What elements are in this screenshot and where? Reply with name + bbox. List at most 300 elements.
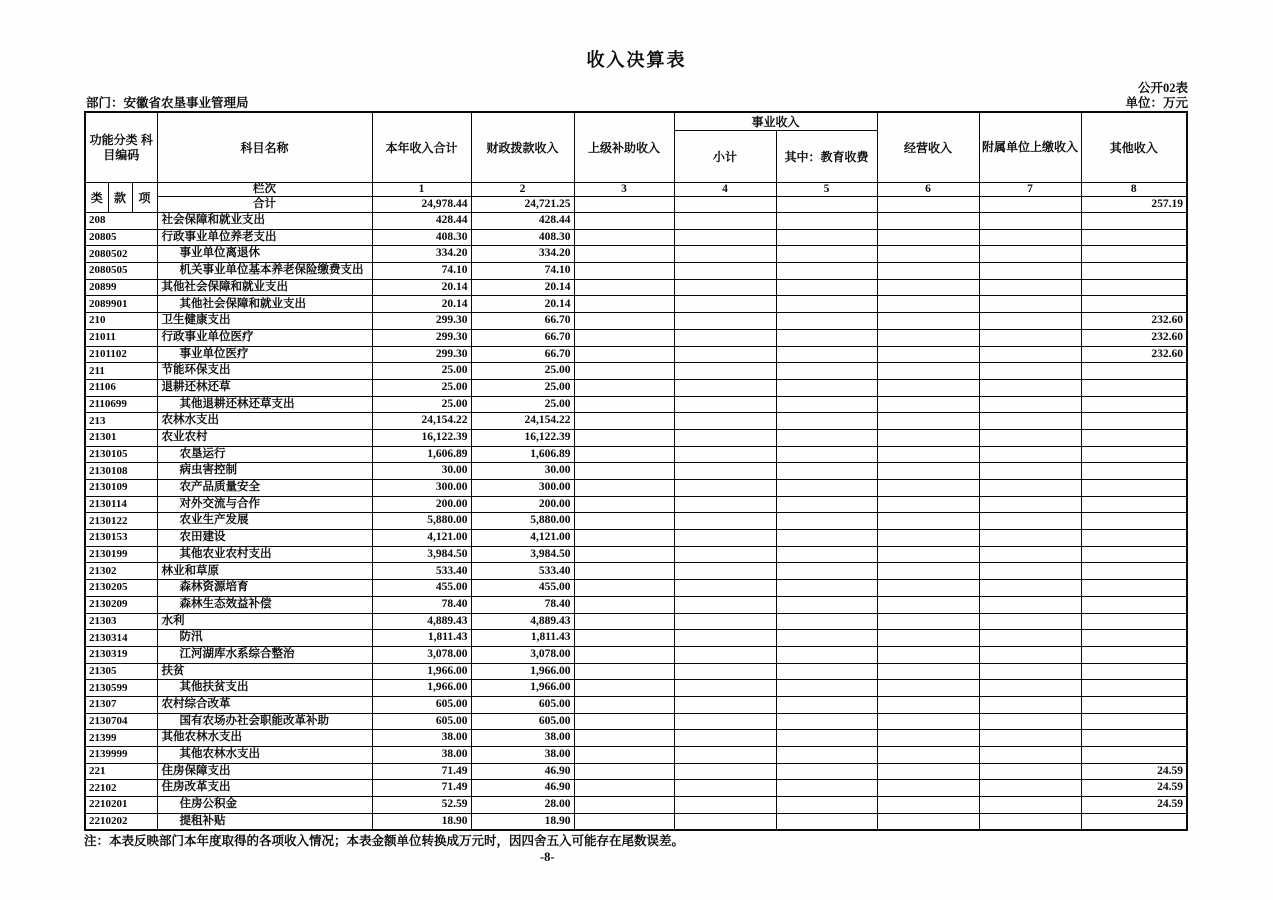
row-value-cell xyxy=(877,446,979,463)
row-value-cell xyxy=(1081,279,1187,296)
row-value-cell: 16,122.39 xyxy=(471,429,574,446)
row-code-cell: 2130114 xyxy=(85,496,157,513)
row-value-cell: 38.00 xyxy=(372,747,471,764)
row-value-cell xyxy=(877,646,979,663)
row-code-cell: 2130205 xyxy=(85,580,157,597)
header-col-fiscal: 财政拨款收入 xyxy=(471,112,574,183)
table-row xyxy=(85,613,1187,630)
row-value-cell xyxy=(776,630,877,647)
row-value-cell xyxy=(877,513,979,530)
row-value-cell xyxy=(776,396,877,413)
row-code-cell: 2130199 xyxy=(85,546,157,563)
row-value-cell: 25.00 xyxy=(471,363,574,380)
row-value-cell xyxy=(674,780,776,797)
table-row xyxy=(85,596,1187,613)
row-subject-cell: 农田建设 xyxy=(157,530,372,547)
table-row xyxy=(85,263,1187,280)
row-value-cell xyxy=(877,496,979,513)
row-value-cell xyxy=(877,613,979,630)
row-value-cell xyxy=(877,363,979,380)
total-value-cell: 24,978.44 xyxy=(372,197,471,213)
row-value-cell xyxy=(1081,813,1187,830)
table-row xyxy=(85,329,1187,346)
row-value-cell: 334.20 xyxy=(372,246,471,263)
row-value-cell xyxy=(979,396,1081,413)
row-value-cell: 38.00 xyxy=(372,730,471,747)
table-row xyxy=(85,530,1187,547)
header-col-affiliated: 附属单位上缴收入 xyxy=(979,112,1081,183)
row-value-cell xyxy=(574,646,674,663)
col-number: 1 xyxy=(372,183,471,197)
row-code-cell: 221 xyxy=(85,763,157,780)
row-value-cell: 25.00 xyxy=(471,396,574,413)
total-value-cell xyxy=(979,197,1081,213)
row-value-cell xyxy=(877,780,979,797)
row-value-cell xyxy=(979,213,1081,230)
table-row xyxy=(85,296,1187,313)
row-subject-cell: 节能环保支出 xyxy=(157,363,372,380)
row-value-cell: 200.00 xyxy=(372,496,471,513)
row-value-cell xyxy=(979,413,1081,430)
row-value-cell: 1,811.43 xyxy=(471,630,574,647)
row-code-cell: 2130319 xyxy=(85,646,157,663)
row-value-cell xyxy=(979,329,1081,346)
row-subject-cell: 水利 xyxy=(157,613,372,630)
row-value-cell xyxy=(674,379,776,396)
row-value-cell xyxy=(574,613,674,630)
table-row xyxy=(85,580,1187,597)
row-value-cell: 4,889.43 xyxy=(372,613,471,630)
row-subject-cell: 事业单位离退休 xyxy=(157,246,372,263)
table-code-label: 公开02表 xyxy=(1137,81,1188,95)
row-value-cell xyxy=(776,613,877,630)
row-value-cell: 66.70 xyxy=(471,313,574,330)
header-business-education-fee: 其中：教育收费 xyxy=(776,131,877,183)
row-value-cell: 1,966.00 xyxy=(372,663,471,680)
row-value-cell xyxy=(877,463,979,480)
row-value-cell xyxy=(776,213,877,230)
row-value-cell xyxy=(877,229,979,246)
row-value-cell xyxy=(1081,546,1187,563)
row-value-cell xyxy=(776,646,877,663)
row-code-cell: 21303 xyxy=(85,613,157,630)
row-value-cell: 78.40 xyxy=(471,596,574,613)
row-value-cell: 20.14 xyxy=(372,279,471,296)
row-value-cell xyxy=(776,680,877,697)
row-value-cell xyxy=(674,663,776,680)
row-value-cell xyxy=(776,363,877,380)
row-value-cell xyxy=(574,213,674,230)
row-value-cell xyxy=(979,780,1081,797)
row-value-cell xyxy=(979,730,1081,747)
col-number: 8 xyxy=(1081,183,1187,197)
row-value-cell: 4,889.43 xyxy=(471,613,574,630)
row-value-cell: 74.10 xyxy=(372,263,471,280)
row-value-cell xyxy=(674,363,776,380)
unit-label: 单位：万元 xyxy=(1125,96,1188,110)
row-value-cell: 200.00 xyxy=(471,496,574,513)
row-value-cell xyxy=(877,279,979,296)
row-value-cell xyxy=(1081,363,1187,380)
row-value-cell xyxy=(574,797,674,814)
table-row xyxy=(85,696,1187,713)
row-subject-cell: 森林生态效益补偿 xyxy=(157,596,372,613)
row-value-cell xyxy=(979,446,1081,463)
header-code-class: 类 xyxy=(85,183,108,213)
row-code-cell: 20805 xyxy=(85,229,157,246)
row-value-cell xyxy=(1081,446,1187,463)
row-value-cell xyxy=(979,646,1081,663)
row-code-cell: 2130209 xyxy=(85,596,157,613)
header-col-operating: 经营收入 xyxy=(877,112,979,183)
row-value-cell xyxy=(877,696,979,713)
row-value-cell xyxy=(1081,747,1187,764)
row-value-cell: 1,966.00 xyxy=(471,680,574,697)
row-code-cell: 2130704 xyxy=(85,713,157,730)
row-value-cell xyxy=(776,263,877,280)
col-number: 5 xyxy=(776,183,877,197)
row-value-cell xyxy=(1081,696,1187,713)
row-value-cell xyxy=(877,596,979,613)
row-value-cell: 46.90 xyxy=(471,763,574,780)
row-value-cell xyxy=(979,696,1081,713)
table-row xyxy=(85,229,1187,246)
row-code-cell: 2080502 xyxy=(85,246,157,263)
row-value-cell: 605.00 xyxy=(372,713,471,730)
total-value-cell: 257.19 xyxy=(1081,197,1187,213)
row-value-cell: 24,154.22 xyxy=(471,413,574,430)
row-value-cell xyxy=(1081,530,1187,547)
row-value-cell xyxy=(776,580,877,597)
row-code-cell: 21301 xyxy=(85,429,157,446)
row-value-cell xyxy=(674,513,776,530)
row-value-cell: 3,078.00 xyxy=(372,646,471,663)
row-value-cell xyxy=(674,229,776,246)
row-subject-cell: 林业和草原 xyxy=(157,563,372,580)
row-value-cell: 300.00 xyxy=(471,480,574,497)
col-number: 2 xyxy=(471,183,574,197)
row-value-cell xyxy=(674,446,776,463)
row-value-cell xyxy=(674,730,776,747)
row-value-cell xyxy=(776,296,877,313)
row-code-cell: 208 xyxy=(85,213,157,230)
row-subject-cell: 社会保障和就业支出 xyxy=(157,213,372,230)
row-value-cell xyxy=(574,480,674,497)
row-value-cell xyxy=(1081,630,1187,647)
row-value-cell xyxy=(574,630,674,647)
row-value-cell xyxy=(979,596,1081,613)
row-value-cell xyxy=(674,596,776,613)
row-value-cell xyxy=(674,713,776,730)
row-value-cell: 3,984.50 xyxy=(471,546,574,563)
row-value-cell xyxy=(674,563,776,580)
row-value-cell xyxy=(776,530,877,547)
row-code-cell: 2210202 xyxy=(85,813,157,830)
row-value-cell: 5,880.00 xyxy=(372,513,471,530)
row-value-cell xyxy=(674,263,776,280)
table-row xyxy=(85,730,1187,747)
table-row xyxy=(85,496,1187,513)
footnote: 注：本表反映部门本年度取得的各项收入情况；本表金额单位转换成万元时，因四舍五入可能存在尾数误差。 xyxy=(84,834,685,848)
table-row xyxy=(85,413,1187,430)
row-subject-cell: 国有农场办社会职能改革补助 xyxy=(157,713,372,730)
row-value-cell xyxy=(776,813,877,830)
row-code-cell: 210 xyxy=(85,313,157,330)
row-value-cell xyxy=(776,246,877,263)
row-value-cell xyxy=(776,313,877,330)
row-value-cell: 605.00 xyxy=(471,696,574,713)
row-value-cell xyxy=(877,713,979,730)
row-value-cell xyxy=(877,663,979,680)
row-value-cell xyxy=(776,747,877,764)
row-value-cell xyxy=(674,463,776,480)
row-value-cell xyxy=(877,747,979,764)
row-value-cell xyxy=(674,329,776,346)
row-value-cell xyxy=(574,546,674,563)
row-value-cell: 300.00 xyxy=(372,480,471,497)
row-value-cell xyxy=(979,496,1081,513)
row-value-cell xyxy=(674,496,776,513)
row-value-cell: 18.90 xyxy=(372,813,471,830)
table-row xyxy=(85,379,1187,396)
row-value-cell xyxy=(674,680,776,697)
row-value-cell: 24.59 xyxy=(1081,763,1187,780)
row-value-cell xyxy=(574,513,674,530)
row-value-cell xyxy=(979,630,1081,647)
row-value-cell xyxy=(877,730,979,747)
lanci-label: 栏次 xyxy=(157,183,372,197)
row-value-cell xyxy=(979,747,1081,764)
row-value-cell xyxy=(674,429,776,446)
row-value-cell xyxy=(574,413,674,430)
row-value-cell xyxy=(776,596,877,613)
row-value-cell: 1,811.43 xyxy=(372,630,471,647)
row-value-cell: 25.00 xyxy=(372,363,471,380)
row-value-cell xyxy=(877,329,979,346)
row-value-cell xyxy=(776,463,877,480)
row-value-cell: 299.30 xyxy=(372,346,471,363)
table-row xyxy=(85,747,1187,764)
header-business-income-group: 事业收入 xyxy=(674,112,877,131)
row-value-cell xyxy=(776,429,877,446)
row-value-cell xyxy=(574,279,674,296)
row-value-cell xyxy=(674,580,776,597)
row-value-cell xyxy=(1081,513,1187,530)
row-value-cell xyxy=(877,763,979,780)
row-value-cell xyxy=(877,346,979,363)
row-subject-cell: 江河湖库水系综合整治 xyxy=(157,646,372,663)
row-value-cell: 66.70 xyxy=(471,329,574,346)
row-value-cell xyxy=(979,246,1081,263)
page-title: 收入决算表 xyxy=(586,50,687,70)
table-row xyxy=(85,246,1187,263)
row-value-cell xyxy=(674,813,776,830)
row-subject-cell: 行政事业单位医疗 xyxy=(157,329,372,346)
total-value-cell xyxy=(674,197,776,213)
row-value-cell xyxy=(574,696,674,713)
row-subject-cell: 提租补贴 xyxy=(157,813,372,830)
row-subject-cell: 病虫害控制 xyxy=(157,463,372,480)
row-code-cell: 2080505 xyxy=(85,263,157,280)
row-subject-cell: 农业生产发展 xyxy=(157,513,372,530)
table-row xyxy=(85,279,1187,296)
row-value-cell xyxy=(979,313,1081,330)
row-value-cell xyxy=(877,813,979,830)
row-value-cell xyxy=(877,413,979,430)
row-value-cell: 46.90 xyxy=(471,780,574,797)
row-value-cell xyxy=(574,229,674,246)
row-value-cell: 408.30 xyxy=(372,229,471,246)
row-value-cell xyxy=(776,346,877,363)
row-subject-cell: 卫生健康支出 xyxy=(157,313,372,330)
table-body xyxy=(85,213,1187,830)
row-value-cell: 232.60 xyxy=(1081,313,1187,330)
row-value-cell xyxy=(979,363,1081,380)
table-row xyxy=(85,346,1187,363)
table-row xyxy=(85,480,1187,497)
row-value-cell xyxy=(877,563,979,580)
row-value-cell: 71.49 xyxy=(372,763,471,780)
row-value-cell xyxy=(1081,596,1187,613)
row-value-cell xyxy=(574,663,674,680)
row-subject-cell: 农垦运行 xyxy=(157,446,372,463)
row-value-cell xyxy=(979,346,1081,363)
row-value-cell xyxy=(674,413,776,430)
row-value-cell xyxy=(979,513,1081,530)
row-value-cell: 455.00 xyxy=(372,580,471,597)
row-value-cell: 24.59 xyxy=(1081,780,1187,797)
row-value-cell xyxy=(776,696,877,713)
row-value-cell: 605.00 xyxy=(372,696,471,713)
row-code-cell: 21305 xyxy=(85,663,157,680)
row-value-cell xyxy=(776,513,877,530)
row-value-cell xyxy=(674,296,776,313)
row-value-cell xyxy=(574,713,674,730)
row-value-cell: 3,078.00 xyxy=(471,646,574,663)
col-number: 6 xyxy=(877,183,979,197)
row-value-cell xyxy=(1081,413,1187,430)
row-value-cell xyxy=(776,546,877,563)
row-value-cell xyxy=(776,413,877,430)
row-value-cell xyxy=(674,747,776,764)
row-value-cell xyxy=(674,630,776,647)
row-value-cell: 1,606.89 xyxy=(372,446,471,463)
row-value-cell xyxy=(979,580,1081,597)
row-value-cell xyxy=(1081,463,1187,480)
row-value-cell: 428.44 xyxy=(471,213,574,230)
row-value-cell: 30.00 xyxy=(471,463,574,480)
row-value-cell: 25.00 xyxy=(372,396,471,413)
row-value-cell xyxy=(1081,429,1187,446)
row-value-cell xyxy=(979,480,1081,497)
row-value-cell xyxy=(674,313,776,330)
row-value-cell xyxy=(776,329,877,346)
row-value-cell xyxy=(877,396,979,413)
row-value-cell: 25.00 xyxy=(372,379,471,396)
row-value-cell xyxy=(574,246,674,263)
row-subject-cell: 防汛 xyxy=(157,630,372,647)
row-value-cell xyxy=(1081,663,1187,680)
row-value-cell xyxy=(979,813,1081,830)
row-value-cell xyxy=(979,530,1081,547)
row-code-cell: 21011 xyxy=(85,329,157,346)
row-value-cell: 533.40 xyxy=(372,563,471,580)
row-value-cell xyxy=(979,563,1081,580)
row-value-cell: 66.70 xyxy=(471,346,574,363)
table-row xyxy=(85,429,1187,446)
row-value-cell: 232.60 xyxy=(1081,346,1187,363)
row-value-cell xyxy=(574,813,674,830)
row-value-cell: 299.30 xyxy=(372,313,471,330)
row-value-cell xyxy=(1081,229,1187,246)
row-value-cell xyxy=(1081,246,1187,263)
header-col-superior-subsidy: 上级补助收入 xyxy=(574,112,674,183)
row-value-cell: 334.20 xyxy=(471,246,574,263)
row-value-cell xyxy=(877,797,979,814)
header-code-section: 款 xyxy=(108,183,132,213)
row-code-cell: 21106 xyxy=(85,379,157,396)
row-value-cell xyxy=(979,263,1081,280)
row-value-cell: 455.00 xyxy=(471,580,574,597)
row-value-cell xyxy=(1081,713,1187,730)
col-number: 4 xyxy=(674,183,776,197)
row-value-cell xyxy=(1081,379,1187,396)
department-label: 部门：安徽省农垦事业管理局 xyxy=(86,96,249,110)
row-value-cell xyxy=(1081,213,1187,230)
row-value-cell xyxy=(1081,730,1187,747)
row-value-cell xyxy=(1081,646,1187,663)
table-row xyxy=(85,396,1187,413)
row-value-cell xyxy=(776,663,877,680)
table-row xyxy=(85,663,1187,680)
row-value-cell: 1,606.89 xyxy=(471,446,574,463)
row-value-cell: 25.00 xyxy=(471,379,574,396)
row-value-cell xyxy=(776,713,877,730)
row-value-cell xyxy=(776,229,877,246)
row-value-cell xyxy=(574,563,674,580)
row-subject-cell: 住房保障支出 xyxy=(157,763,372,780)
row-value-cell xyxy=(574,530,674,547)
row-code-cell: 2139999 xyxy=(85,747,157,764)
row-code-cell: 2210201 xyxy=(85,797,157,814)
row-value-cell xyxy=(574,346,674,363)
total-value-cell xyxy=(877,197,979,213)
row-value-cell xyxy=(574,463,674,480)
row-code-cell: 21302 xyxy=(85,563,157,580)
row-code-cell: 2130108 xyxy=(85,463,157,480)
row-subject-cell: 事业单位医疗 xyxy=(157,346,372,363)
page-number: -8- xyxy=(540,850,555,864)
row-subject-cell: 其他社会保障和就业支出 xyxy=(157,296,372,313)
row-subject-cell: 其他扶贫支出 xyxy=(157,680,372,697)
row-code-cell: 21307 xyxy=(85,696,157,713)
table-row xyxy=(85,680,1187,697)
table-row xyxy=(85,463,1187,480)
row-value-cell: 20.14 xyxy=(471,279,574,296)
table-row xyxy=(85,797,1187,814)
row-subject-cell: 机关事业单位基本养老保险缴费支出 xyxy=(157,263,372,280)
table-row xyxy=(85,780,1187,797)
row-value-cell xyxy=(1081,680,1187,697)
row-value-cell xyxy=(574,379,674,396)
total-row xyxy=(85,197,1187,213)
total-value-cell xyxy=(776,197,877,213)
row-value-cell: 20.14 xyxy=(471,296,574,313)
col-number: 3 xyxy=(574,183,674,197)
row-value-cell xyxy=(979,229,1081,246)
table-row xyxy=(85,313,1187,330)
row-value-cell xyxy=(979,279,1081,296)
